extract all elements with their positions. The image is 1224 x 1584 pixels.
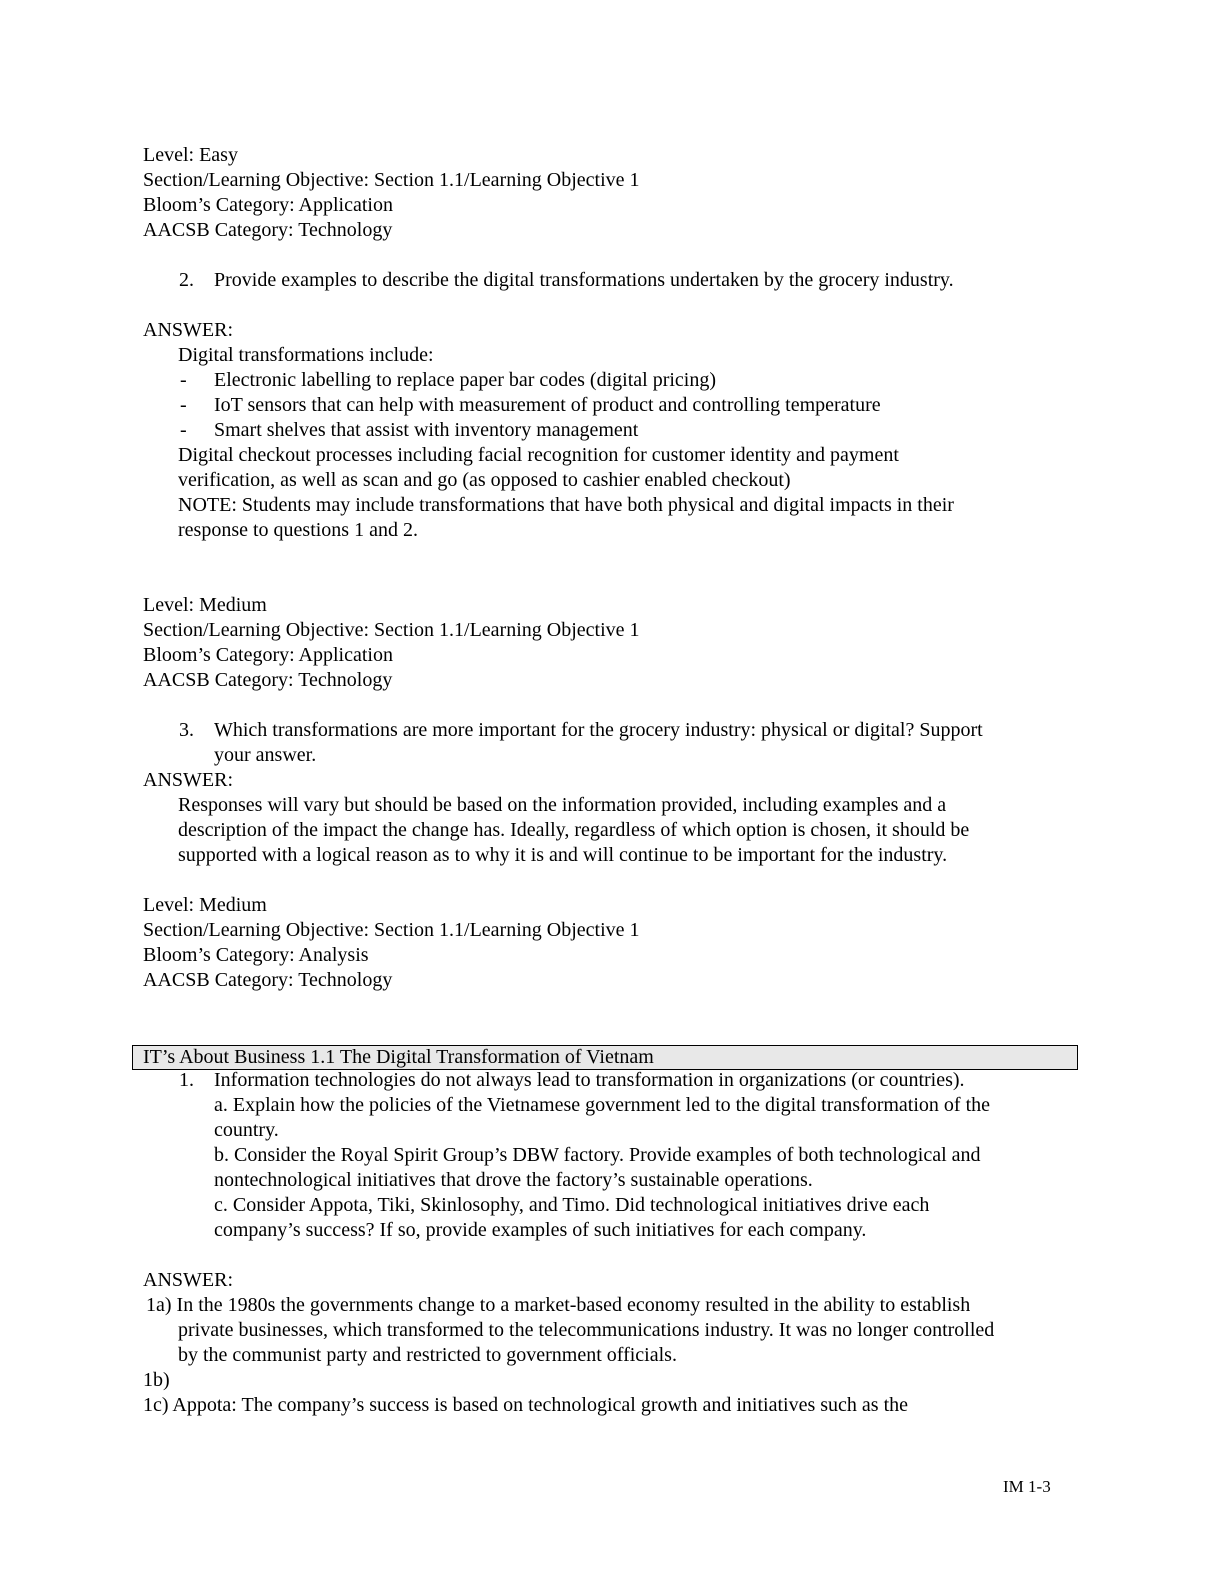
section-line: Section/Learning Objective: Section 1.1/Learning Objective 1 (143, 619, 640, 641)
answer-line: by the communist party and restricted to government officials. (178, 1344, 677, 1366)
note-line: response to questions 1 and 2. (178, 519, 418, 541)
answer-label: ANSWER: (143, 1269, 233, 1291)
answer-line: 1a) In the 1980s the governments change to a market-based economy resulted in the ability to establish (146, 1294, 971, 1316)
question-text: nontechnological initiatives that drove the factory’s sustainable operations. (214, 1169, 813, 1191)
answer-label: ANSWER: (143, 769, 233, 791)
answer-line: supported with a logical reason as to why it is and will continue to be important for the industry. (178, 844, 948, 866)
case-title-box (132, 1045, 1078, 1070)
question-text: c. Consider Appota, Tiki, Skinlosophy, and Timo. Did technological initiatives drive each (214, 1194, 930, 1216)
question-number: 1. (179, 1069, 194, 1091)
aacsb-line: AACSB Category: Technology (143, 219, 393, 241)
answer-line: 1b) (143, 1369, 170, 1391)
aacsb-line: AACSB Category: Technology (143, 969, 393, 991)
question-text: Information technologies do not always lead to transformation in organizations (or countries). (214, 1069, 965, 1091)
question-text: a. Explain how the policies of the Vietnamese government led to the digital transformation of the (214, 1094, 990, 1116)
answer-line: verification, as well as scan and go (as opposed to cashier enabled checkout) (178, 469, 791, 491)
question-text: b. Consider the Royal Spirit Group’s DBW factory. Provide examples of both technological and (214, 1144, 981, 1166)
bullet-marker: - (180, 419, 187, 441)
bloom-line: Bloom’s Category: Analysis (143, 944, 369, 966)
level-line: Level: Easy (143, 144, 238, 166)
answer-label: ANSWER: (143, 319, 233, 341)
section-line: Section/Learning Objective: Section 1.1/Learning Objective 1 (143, 919, 640, 941)
section-line: Section/Learning Objective: Section 1.1/Learning Objective 1 (143, 169, 640, 191)
level-line: Level: Medium (143, 594, 267, 616)
question-number: 3. (179, 719, 194, 741)
answer-line: Digital checkout processes including facial recognition for customer identity and payment (178, 444, 899, 466)
question-text: Which transformations are more important for the grocery industry: physical or digital? Support (214, 719, 983, 741)
question-number: 2. (179, 269, 194, 291)
bullet-item: Electronic labelling to replace paper bar codes (digital pricing) (214, 369, 717, 391)
bullet-item: IoT sensors that can help with measurement of product and controlling temperature (214, 394, 881, 416)
answer-line: Responses will vary but should be based on the information provided, including examples and a (178, 794, 947, 816)
note-line: NOTE: Students may include transformations that have both physical and digital impacts in their (178, 494, 954, 516)
question-text: company’s success? If so, provide examples of such initiatives for each company. (214, 1219, 867, 1241)
bloom-line: Bloom’s Category: Application (143, 194, 393, 216)
bullet-marker: - (180, 394, 187, 416)
answer-line: private businesses, which transformed to the telecommunications industry. It was no longer controlled (178, 1319, 995, 1341)
answer-line: 1c) Appota: The company’s success is based on technological growth and initiatives such as the (143, 1394, 909, 1416)
aacsb-line: AACSB Category: Technology (143, 669, 393, 691)
question-text: country. (214, 1119, 279, 1141)
question-text: your answer. (214, 744, 317, 766)
case-title: IT’s About Business 1.1 The Digital Transformation of Vietnam (143, 1046, 654, 1068)
level-line: Level: Medium (143, 894, 267, 916)
page-number: IM 1-3 (1003, 1477, 1051, 1496)
answer-line: description of the impact the change has. Ideally, regardless of which option is chosen, it should be (178, 819, 970, 841)
bullet-item: Smart shelves that assist with inventory management (214, 419, 639, 441)
question-text: Provide examples to describe the digital transformations undertaken by the grocery industry. (214, 269, 954, 291)
bloom-line: Bloom’s Category: Application (143, 644, 393, 666)
answer-intro: Digital transformations include: (178, 344, 434, 366)
bullet-marker: - (180, 369, 187, 391)
